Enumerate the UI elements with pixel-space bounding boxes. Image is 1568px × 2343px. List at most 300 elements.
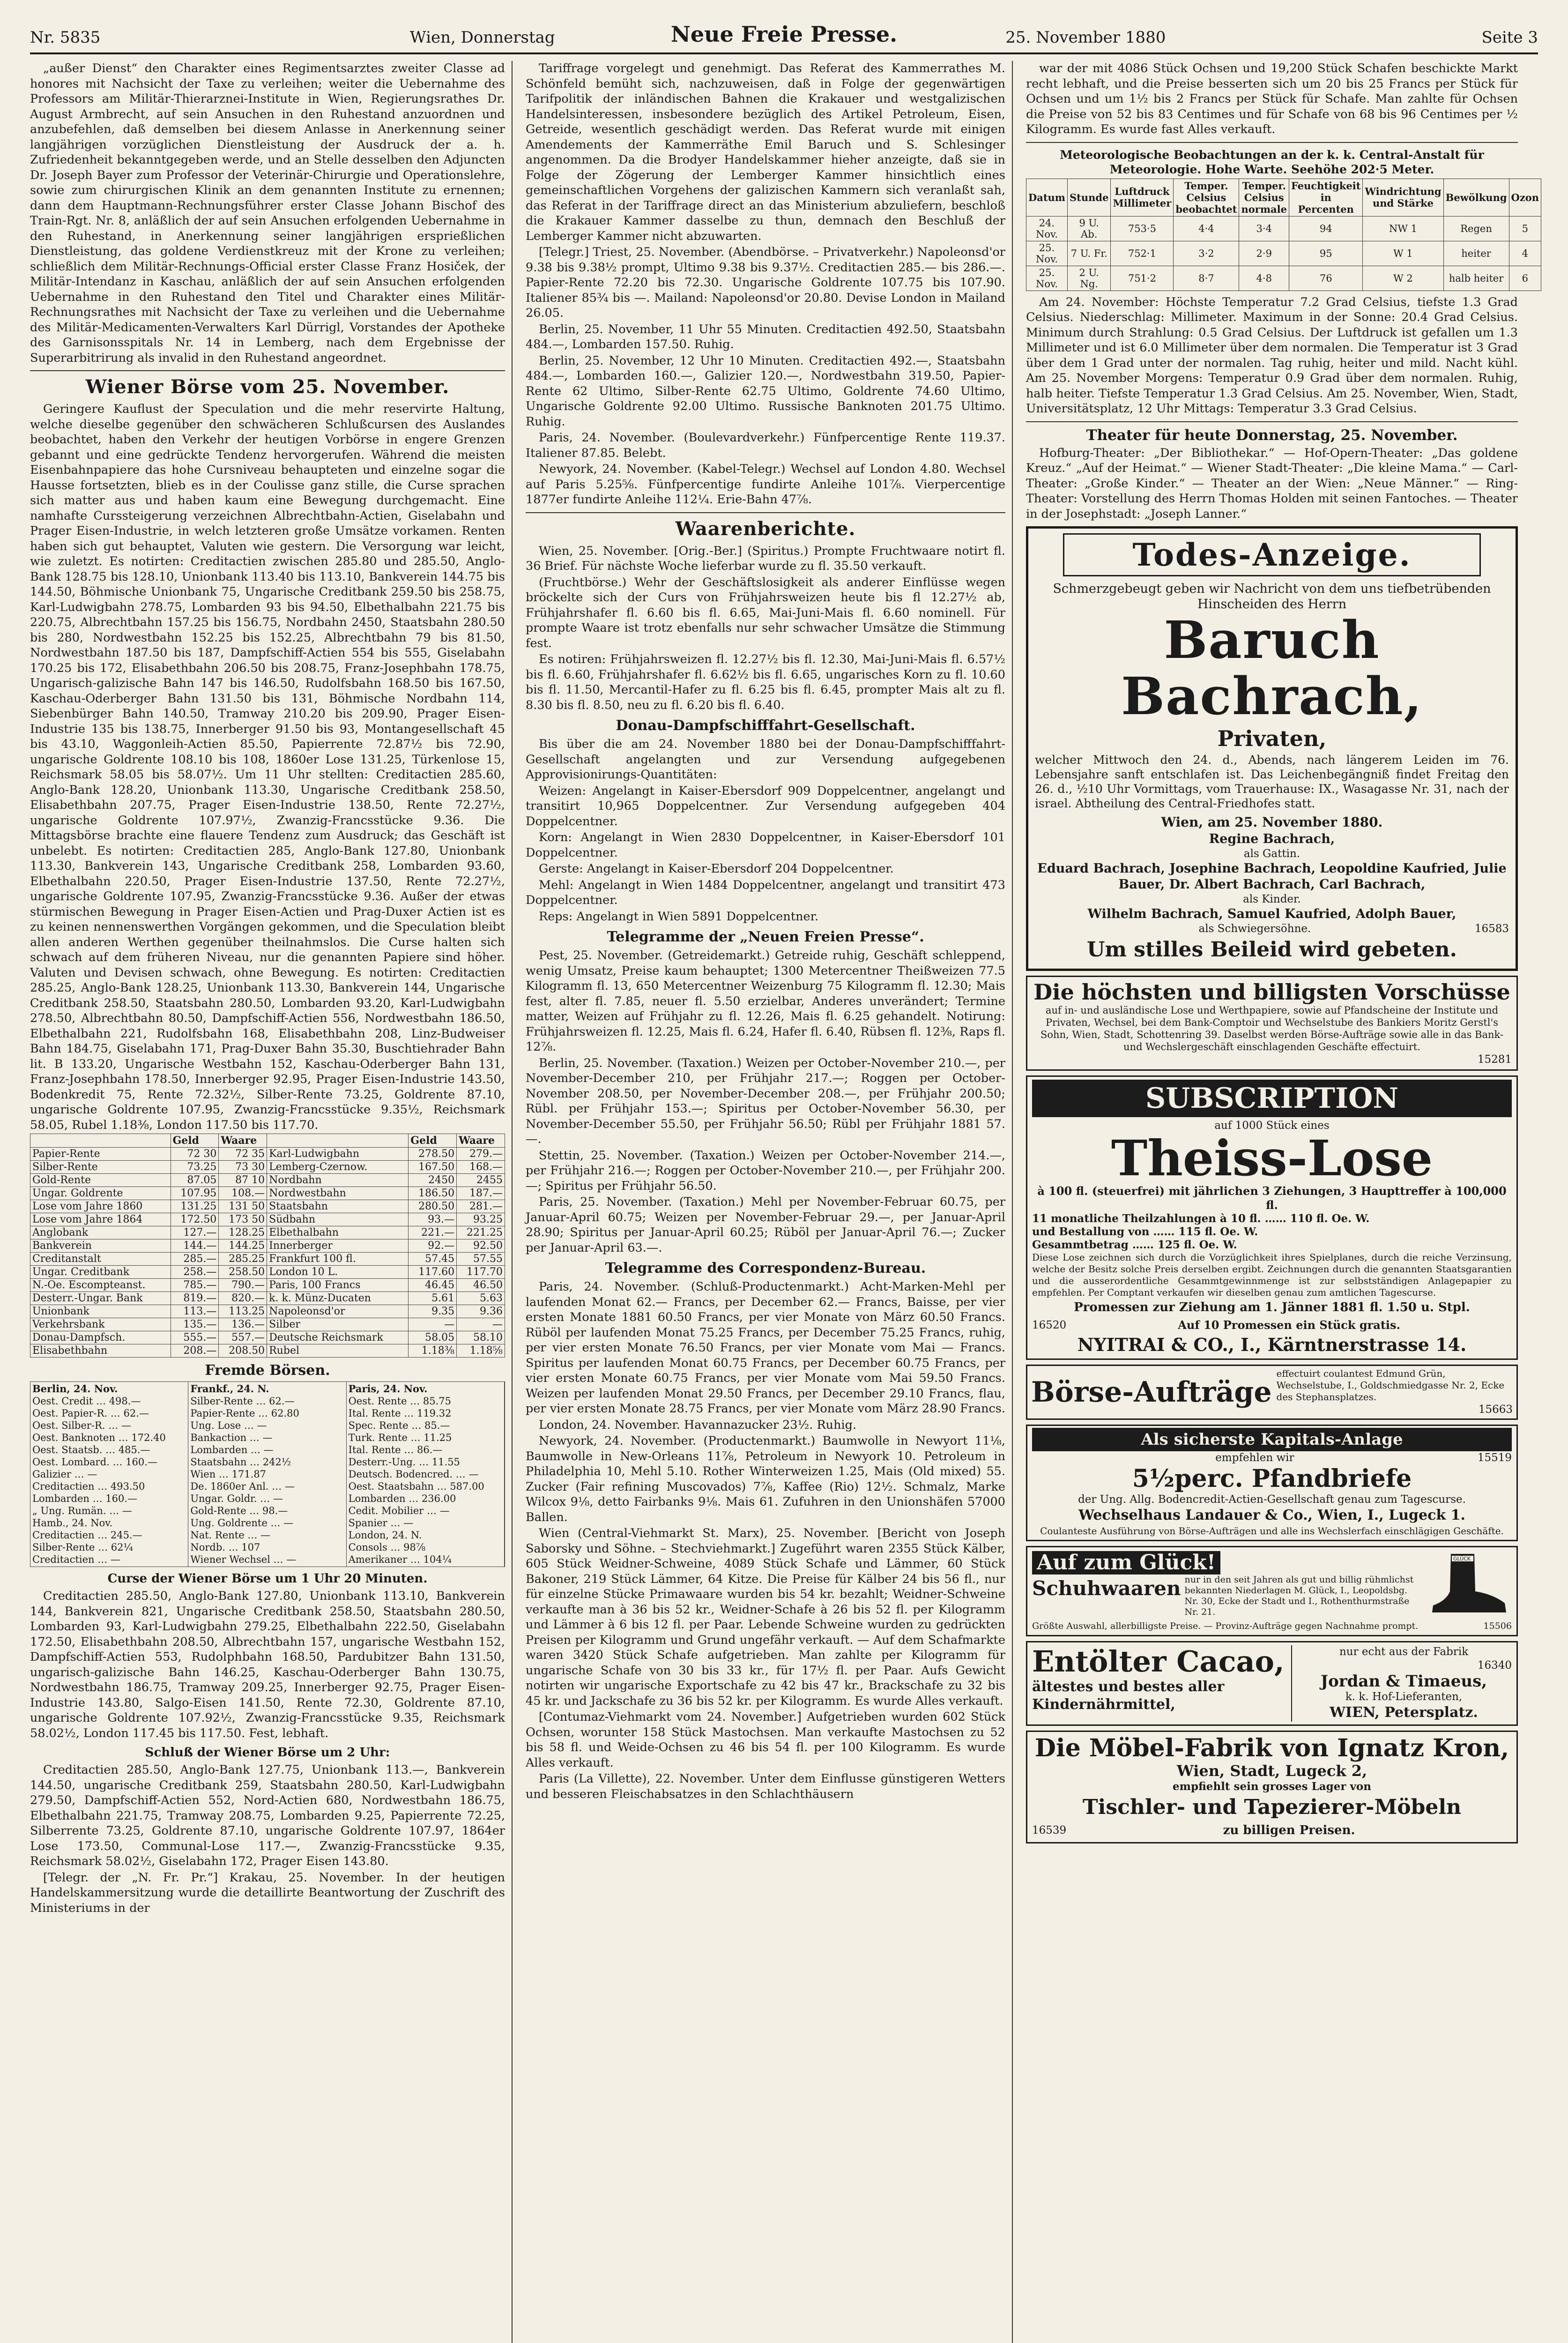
list-item: Silber-Rente … 62¼ bbox=[32, 1542, 133, 1553]
list-item: Oest. Lombard. … 160.— bbox=[32, 1456, 157, 1468]
table-cell: 187.— bbox=[457, 1187, 505, 1200]
vorschuesse-ad bbox=[1026, 976, 1518, 1071]
table-cell: 5 bbox=[1509, 216, 1541, 241]
column-1 bbox=[30, 61, 513, 2343]
triest-report: [Telegr.] Triest, 25. November. (Abendbörse. – Privatverkehr.) Napoleonsd'or 9.38 bis 9.38½ prompt, Ultimo 9.38 bis 9.37½. Creditactien 285.— bis 286.—. Papier-Rente 72.20 bis 72.30. Ungarische Goldrente 107.75 bis 107.90. Italiener 85¾ bis —. Mailand: Napoleonsd'or 20.80. Devise London in Mailand 26.05. bbox=[526, 245, 1005, 320]
list-item: Silber-Rente … 62.— bbox=[190, 1395, 295, 1407]
table-cell: 280.50 bbox=[409, 1200, 457, 1213]
schluss-2-text: Creditactien 285.50, Anglo-Bank 127.75, Unionbank 113.—, Bankverein 144.50, ungarische Creditbank 259, Staatsbahn 280.50, Karl-Ludwigbahn 279.50, Dampfschiff-Actien 552, Nord-Actien 680, Nordwestbahn 186.75, Elbethalbahn 221.75, Tramway 208.75, Lombarden 9.25, Papierrente 72.25, Silberrente 73.25, Goldrente 87.10, ungarische Goldrente 107.97, 1864er Lose 173.50, Communal-Lose 117.—, Zwanzig-Francsstücke 9.35, Reichsmark 58.02½, Giselabahn 172, Prager Eisen 143.80. bbox=[30, 1763, 505, 1868]
table-row bbox=[30, 1239, 505, 1253]
list-item: Wiener Wechsel … — bbox=[190, 1554, 297, 1565]
table-cell: 7 U. Fr. bbox=[1068, 241, 1111, 266]
pfandbriefe-line: der Ung. Allg. Bodencredit-Actien-Gesellschaft genau zum Tagescurse. bbox=[1078, 1493, 1466, 1506]
table-cell: Lemberg-Czernow. bbox=[267, 1161, 409, 1174]
london-report: London, 24. November. Havannazucker 23½. Ruhig. bbox=[539, 1418, 857, 1432]
table-cell: W 1 bbox=[1363, 241, 1443, 266]
table-row bbox=[30, 1253, 505, 1266]
viehmarkt-report: Wien (Central-Viehmarkt St. Marx), 25. November. [Bericht von Joseph Saborsky und Söhne. – Stechviehmarkt.] Zugeführt waren 2355 Stück Kälber, 605 Stück Weidner-Schweine, 4089 Stück Schafe und Lämmer, 60 Stück Bakoner, 219 Stück Lämmer, 64 Kitze. Die Preise für Kälber 24 bis 56 fl., nur für einzelne Stücke Primawaare wurden bis 54 kr. bezahlt; Weidner-Schweine verkaufte man à 36 bis 52 kr., Weidner-Schafe à 26 bis 52 fl. per Kilogramm und Lämmer à 6 bis 12 fl. per Paar. Lebende Schweine wurden zu gedrückten Preisen per Kilogramm und Grund ungefähr verkauft. — Auf dem Schafmarkte waren 3420 Stück Schafe aufgetrieben. Man zahlte per Kilogramm für ungarische Schafe von 30 bis 33 kr., für 17½ fl. per Paar. Aufs Gewicht notirten wir ungarische Exportschafe zu 42 bis 47 kr., Brackschafe zu 32 bis 45 kr. und Jackschafe zu 36 bis 52 kr. per Kilogramm. Es wurde Alles verkauft. bbox=[526, 1526, 1005, 1708]
issue-number: Nr. 5835 bbox=[30, 28, 101, 47]
table-cell: 2450 bbox=[409, 1174, 457, 1187]
table-cell: 1.18⅜ bbox=[409, 1344, 457, 1358]
pfandbriefe-title: 5½perc. Pfandbriefe bbox=[1132, 1464, 1412, 1493]
glueck-ad bbox=[1026, 1546, 1518, 1636]
table-row bbox=[30, 1200, 505, 1213]
table-cell: 8·7 bbox=[1174, 266, 1239, 291]
table-cell: Napoleonsd'or bbox=[267, 1305, 409, 1318]
theiss-line-2: 11 monatliche Theilzahlungen à 10 fl. …… 110 fl. Oe. W. bbox=[1032, 1212, 1370, 1225]
table-header-cell: Ozon bbox=[1509, 179, 1541, 216]
widow-role: als Gattin. bbox=[1243, 848, 1300, 860]
foreign-exchange-title: Frankf., 24. N. bbox=[190, 1383, 269, 1395]
todes-intro: Schmerzgebeugt geben wir Nachricht von dem uns tiefbetrübenden Hinscheiden des Herrn bbox=[1053, 582, 1491, 612]
kron-title: Die Möbel-Fabrik von Ignatz Kron, bbox=[1034, 1734, 1509, 1762]
telegramme-heading: Telegramme der „Neuen Freien Presse“. bbox=[607, 929, 924, 945]
children-role: als Kinder. bbox=[1243, 893, 1301, 905]
pfandbriefe-ad-number: 15519 bbox=[1477, 1452, 1512, 1464]
fruchtboerse-report: (Fruchtbörse.) Wehr der Geschäftslosigkeit als anderer Einflüsse wegen bröckelte sich der Curs von Frühjahrsweizen heute bis fl 12.27½ ab, Frühjahrshafer fl. 6.60 bis fl. 6.65, Mai-Juni-Mais fl. 6.60 nominell. Für prompte Waare ist trotz ebenfalls nur sehr schwacher Umsätze die Stimmung fest. bbox=[526, 575, 1005, 650]
table-cell: 25. Nov. bbox=[1026, 241, 1068, 266]
table-cell: 6 bbox=[1509, 266, 1541, 291]
newspaper-title: Neue Freie Presse. bbox=[670, 22, 898, 47]
stettin-taxation: Stettin, 25. November. (Taxation.) Weizen per October-November 214.—, per Frühjahr 216.—; Roggen per October-November 210.—, per Frühjahr 200.—; Spiritus per Frühjahr 56.50. bbox=[526, 1148, 1005, 1193]
table-cell: N.-Oe. Escompteanst. bbox=[30, 1279, 171, 1292]
list-item: Lombarden … 236.00 bbox=[348, 1493, 456, 1504]
table-cell: Rubel bbox=[267, 1344, 409, 1358]
table-cell: 557.— bbox=[219, 1331, 267, 1344]
foreign-exchange-block bbox=[347, 1382, 505, 1567]
theiss-promesse: Promessen zur Ziehung am 1. Jänner 1881 fl. 1.50 u. Stpl. bbox=[1074, 1300, 1470, 1314]
kron-sub: empfiehlt sein grosses Lager von bbox=[1173, 1780, 1371, 1793]
ministry-notice: „außer Dienst“ den Charakter eines Regimentsarztes zweiter Classe ad honores mit Nachsicht der Taxe zu verleihen; weiter die Uebernahme des Professors am Militär-Thierarznei-Institute in Wien, Regierungsrathes Dr. August Armbrecht, auf sein Ansuchen in den Ruhestand anzuordnen und anzubefehlen, daß demselben bei diesem Anlasse in Anerkennung seiner langjährigen vorzüglichen Dienstleistung der Ausdruck der a. h. Zufriedenheit bekanntgegeben werde, und an Stelle desselben den Adjuncten Dr. Joseph Bayer zum Professor der Veterinär-Chirurgie und Operationslehre, sowie zum chirurgischen Klinik an dem genannten Institute zu ernennen; dann dem Hauptmann-Rechnungsführer erster Classe Johann Bischof des Train-Rgt. Nr. 8, anläßlich der auf sein Ansuchen erfolgenden Uebernahme in den Ruhestand, in Anerkennung seiner langjährigen ersprießlichen Dienstleistung, das goldene Verdienstkreuz mit der Krone zu verleihen; schließlich dem Militär-Rechnungs-Official erster Classe Franz Hosiček, der Militär-Intendanz in Kaschau, anläßlich der auf sein Ansuchen erfolgenden Uebernahme in den Ruhestand den Titel und Charakter eines Militär-Rechnungsrathes mit Nachsicht der Taxe zu verleihen und die Uebernahme des Militär-Medicamenten-Verwalters Karl Dürrigl, Vorstandes der Apotheke des Garnisonsspitals Nr. 14 in Lemberg, nach dem Ergebnisse der Superarbitrirung als invalid in den Ruhestand angeordnet. bbox=[30, 61, 505, 365]
table-cell: 107.95 bbox=[171, 1187, 219, 1200]
issue-date: 25. November 1880 bbox=[1005, 28, 1166, 47]
table-cell: 144.25 bbox=[219, 1239, 267, 1253]
table-row bbox=[30, 1226, 505, 1239]
list-item: Deutsch. Bodencred. … — bbox=[348, 1469, 479, 1480]
table-cell: London 10 L. bbox=[267, 1266, 409, 1279]
donau-heading: Donau-Dampfschifffahrt-Gesellschaft. bbox=[616, 717, 915, 734]
list-item: Bankaction … — bbox=[190, 1432, 273, 1443]
divider bbox=[1026, 142, 1518, 143]
table-cell: 95 bbox=[1289, 241, 1363, 266]
table-cell: Silber bbox=[267, 1318, 409, 1331]
glueck-product: Schuhwaaren bbox=[1032, 1577, 1181, 1600]
table-row bbox=[1026, 266, 1541, 291]
list-item: Lombarden … — bbox=[190, 1444, 274, 1455]
divider bbox=[30, 370, 505, 371]
table-cell: 25. Nov. bbox=[1026, 266, 1068, 291]
table-cell: 186.50 bbox=[409, 1187, 457, 1200]
table-cell: 72 30 bbox=[171, 1148, 219, 1161]
schluss-2-heading: Schluß der Wiener Börse um 2 Uhr: bbox=[145, 1746, 390, 1760]
cacao-ad-number: 16340 bbox=[1477, 1659, 1512, 1671]
list-item: Creditactien … 245.— bbox=[32, 1530, 142, 1541]
vorschuesse-title: Die höchsten und billigsten Vorschüsse bbox=[1033, 979, 1510, 1005]
table-cell: 2·9 bbox=[1239, 241, 1289, 266]
table-row bbox=[30, 1331, 505, 1344]
table-cell: Bankverein bbox=[30, 1239, 171, 1253]
table-row bbox=[30, 1344, 505, 1358]
table-cell: Donau-Dampfsch. bbox=[30, 1331, 171, 1344]
table-cell: 173 50 bbox=[219, 1213, 267, 1226]
table-cell: Desterr.-Ungar. Bank bbox=[30, 1292, 171, 1305]
boerse-auftraege-title: Börse-Aufträge bbox=[1031, 1376, 1272, 1409]
foreign-exchange-block bbox=[30, 1382, 188, 1567]
foreign-exchange-block bbox=[188, 1382, 346, 1567]
table-cell: 136.— bbox=[219, 1318, 267, 1331]
table-cell: 113.— bbox=[171, 1305, 219, 1318]
theiss-firm: NYITRAI & CO., I., Kärntnerstrasse 14. bbox=[1077, 1334, 1467, 1355]
table-cell: heiter bbox=[1443, 241, 1509, 266]
boerse-heading: Wiener Börse vom 25. November. bbox=[85, 376, 450, 398]
table-cell: 128.25 bbox=[219, 1226, 267, 1239]
table-row bbox=[30, 1187, 505, 1200]
widow-name: Regine Bachrach, bbox=[1209, 832, 1335, 846]
table-row bbox=[30, 1161, 505, 1174]
list-item: Wien … 171.87 bbox=[190, 1469, 267, 1480]
glueck-line: Größte Auswahl, allerbilligste Preise. — Provinz-Aufträge gegen Nachnahme prompt. bbox=[1032, 1621, 1419, 1631]
table-row bbox=[30, 1266, 505, 1279]
column-3 bbox=[1026, 61, 1539, 2343]
table-cell: 87.05 bbox=[171, 1174, 219, 1187]
table-cell: Nordwestbahn bbox=[267, 1187, 409, 1200]
list-item: Oest. Rente … 85.75 bbox=[348, 1395, 451, 1407]
list-item: De. 1860er Anl. … — bbox=[190, 1481, 295, 1492]
theiss-gratis: Auf 10 Promessen ein Stück gratis. bbox=[1178, 1318, 1400, 1332]
table-cell: 819.— bbox=[171, 1292, 219, 1305]
table-cell: 76 bbox=[1289, 266, 1363, 291]
table-cell: Creditanstalt bbox=[30, 1253, 171, 1266]
table-cell: Deutsche Reichsmark bbox=[267, 1331, 409, 1344]
list-item: Ungar. Goldr. … — bbox=[190, 1493, 283, 1504]
table-row bbox=[30, 1279, 505, 1292]
exchange-rate-table bbox=[30, 1134, 505, 1358]
theater-heading: Theater für heute Donnerstag, 25. November. bbox=[1086, 426, 1458, 444]
theiss-sub: auf 1000 Stück eines bbox=[1214, 1119, 1330, 1132]
paris-report: Paris, 24. November. (Boulevardverkehr.) Fünfpercentige Rente 119.37. Italiener 87.85. Belebt. bbox=[526, 431, 1005, 460]
list-item: Turk. Rente … 11.25 bbox=[348, 1432, 452, 1443]
table-cell: 93.25 bbox=[457, 1213, 505, 1226]
table-cell: Verkehrsbank bbox=[30, 1318, 171, 1331]
spiritus-report: Wien, 25. November. [Orig.-Ber.] (Spiritus.) Prompte Fruchtwaare notirt fl. 36 Brief. Für nächste Woche lieferbar wurde zu fl. 35.50 verkauft. bbox=[526, 544, 1005, 573]
table-cell: 752·1 bbox=[1111, 241, 1174, 266]
list-item: Hamb., 24. Nov. bbox=[32, 1517, 113, 1529]
table-header-cell: Temper. Celsius beobachtet bbox=[1174, 179, 1239, 216]
table-cell: 117.60 bbox=[409, 1266, 457, 1279]
table-cell: 57.45 bbox=[409, 1253, 457, 1266]
theiss-line-3: und Bestallung von …… 115 fl. Oe. W. bbox=[1032, 1225, 1258, 1238]
donau-weizen: Weizen: Angelangt in Kaiser-Ebersdorf 909 Doppelcentner, angelangt und transitirt 10,965 Doppelcentner. Zur Versendung aufgegeben 404 Doppelcentner. bbox=[526, 783, 1005, 828]
table-cell: 221.— bbox=[409, 1226, 457, 1239]
list-item: Nordb. … 107 bbox=[190, 1542, 260, 1553]
table-cell: Anglobank bbox=[30, 1226, 171, 1239]
pfandbriefe-head: Als sicherste Kapitals-Anlage bbox=[1032, 1428, 1512, 1451]
table-cell: 172.50 bbox=[171, 1213, 219, 1226]
donau-reps: Reps: Angelangt in Wien 5891 Doppelcentner. bbox=[539, 909, 819, 924]
glueck-text: nur in den seit Jahren als gut und billig rühmlichst bekannten Niederlagen M. Glück, I., Leopoldsbg. Nr. 30, Ecke der Stadt und I., Rothenthurmstraße Nr. 21. bbox=[1184, 1574, 1414, 1617]
table-cell: 57.55 bbox=[457, 1253, 505, 1266]
page-number: Seite 3 bbox=[1481, 28, 1538, 47]
list-item: Spanier … — bbox=[348, 1517, 414, 1529]
boerse-auftraege-text: effectuirt coulantest Edmund Grün, Wechselstube, I., Goldschmiedgasse Nr. 2, Ecke des Stephansplatzes. bbox=[1276, 1368, 1505, 1403]
donau-mehl: Mehl: Angelangt in Wien 1484 Doppelcentner, angelangt und transitirt 473 Doppelcentner. bbox=[526, 878, 1005, 907]
list-item: Galizier … — bbox=[32, 1469, 97, 1480]
cacao-line-2: Kindernährmittel, bbox=[1032, 1696, 1175, 1713]
table-cell: 258.— bbox=[171, 1266, 219, 1279]
table-cell: NW 1 bbox=[1363, 216, 1443, 241]
weather-heading: Meteorologische Beobachtungen an der k. k. Central-Anstalt für Meteorologie. Hohe Warte. Seehöhe 202·5 Meter. bbox=[1060, 148, 1484, 176]
cacao-hoflieferanten: k. k. Hof-Lieferanten, bbox=[1345, 1691, 1463, 1703]
todes-footer: Um stilles Beileid wird gebeten. bbox=[1087, 938, 1457, 962]
table-cell: 208.— bbox=[171, 1344, 219, 1358]
table-cell: Papier-Rente bbox=[30, 1148, 171, 1161]
kron-ad bbox=[1026, 1731, 1518, 1843]
table-cell: Paris, 100 Francs bbox=[267, 1279, 409, 1292]
table-cell: 113.25 bbox=[219, 1305, 267, 1318]
table-cell: Elbethalbahn bbox=[267, 1226, 409, 1239]
donau-intro: Bis über die am 24. November 1880 bei der Donau-Dampfschifffahrt-Gesellschaft angelangten und zur Versendung aufgegebenen Approvisionirungs-Quantitäten: bbox=[526, 737, 1005, 782]
list-item: Papier-Rente … 62.80 bbox=[190, 1408, 299, 1419]
table-cell: Staatsbahn bbox=[267, 1200, 409, 1213]
table-cell: — bbox=[457, 1318, 505, 1331]
table-cell: Nordbahn bbox=[267, 1174, 409, 1187]
table-cell: 281.— bbox=[457, 1200, 505, 1213]
list-item: Gold-Rente … 98.— bbox=[190, 1505, 288, 1516]
divider bbox=[526, 512, 1005, 513]
table-header-cell: Temper. Celsius normale bbox=[1239, 179, 1289, 216]
list-item: Consols … 98⅞ bbox=[348, 1542, 426, 1553]
subscription-banner: SUBSCRIPTION bbox=[1032, 1080, 1512, 1117]
place-day: Wien, Donnerstag bbox=[409, 28, 555, 47]
table-cell: 58.10 bbox=[457, 1331, 505, 1344]
table-cell: 92.— bbox=[409, 1239, 457, 1253]
kron-ad-number: 16539 bbox=[1032, 1824, 1067, 1836]
cacao-firm: Jordan & Timaeus, bbox=[1320, 1672, 1487, 1691]
table-header-cell: Waare bbox=[457, 1134, 505, 1148]
table-cell: 9 U. Ab. bbox=[1068, 216, 1111, 241]
list-item: London, 24. N. bbox=[348, 1530, 422, 1541]
table-cell: k. k. Münz-Ducaten bbox=[267, 1292, 409, 1305]
list-item: Oest. Staatsb. … 485.— bbox=[32, 1444, 150, 1455]
table-cell: 72 35 bbox=[219, 1148, 267, 1161]
children-names: Eduard Bachrach, Josephine Bachrach, Leopoldine Kaufried, Julie Bauer, Dr. Albert Bachrach, Carl Bachrach, bbox=[1037, 861, 1507, 892]
table-header-cell: Feuchtigkeit in Percenten bbox=[1289, 179, 1363, 216]
table-cell: 820.— bbox=[219, 1292, 267, 1305]
table-row bbox=[30, 1292, 505, 1305]
kron-product: Tischler- und Tapezierer-Möbeln bbox=[1082, 1795, 1462, 1819]
table-cell: Regen bbox=[1443, 216, 1509, 241]
table-cell: 285.25 bbox=[219, 1253, 267, 1266]
cacao-line-1: ältestes und bestes aller bbox=[1032, 1679, 1225, 1695]
table-cell: Karl-Ludwigbahn bbox=[267, 1148, 409, 1161]
vorschuesse-text: auf in- und ausländische Lose und Werthpapiere, sowie auf Pfandscheine der Institute und Privaten, Wechsel, bei dem Bank-Comptoir und Wechselstube des Bankiers Moritz Gerstl's Sohn, Wien, Stadt, Schottenring 39. Daselbst werden Börse-Aufträge sowie alle in das Bank- und Wechslergeschäft einschlagenden Geschäfte effectuirt. bbox=[1040, 1005, 1503, 1052]
table-cell: 785.— bbox=[171, 1279, 219, 1292]
deceased-role: Privaten, bbox=[1217, 726, 1327, 751]
table-header-cell: Luftdruck Millimeter bbox=[1111, 179, 1174, 216]
table-cell: 92.50 bbox=[457, 1239, 505, 1253]
glueck-title: Auf zum Glück! bbox=[1032, 1551, 1220, 1574]
funeral-details: welcher Mittwoch den 24. d., Abends, nach längerem Leiden im 76. Lebensjahre sanft entschlafen ist. Das Leichenbegängniß findet Freitag den 26. d., ½10 Uhr Vormittags, vom Trauerhause: IX., Wasagasse Nr. 31, nach der israel. Abtheilung des Central-Friedhofes statt. bbox=[1035, 753, 1509, 810]
cacao-ad bbox=[1026, 1641, 1518, 1726]
table-cell: 4 bbox=[1509, 241, 1541, 266]
table-header-cell: Datum bbox=[1026, 179, 1068, 216]
table-cell: 1.18⅝ bbox=[457, 1344, 505, 1358]
list-item: Spec. Rente … 85.— bbox=[348, 1420, 450, 1431]
table-cell: 135.— bbox=[171, 1318, 219, 1331]
fruchtboerse-notirung: Es notiren: Frühjahrsweizen fl. 12.27½ bis fl. 12.30, Mai-Juni-Mais fl. 6.57½ bis fl. 6.60, Frühjahrshafer fl. 6.62½ bis fl. 6.65, ungarisches Korn zu fl. 10.60 bis fl. 11.50, Mercantil-Hafer zu fl. 6.25 bis fl. 6.45, prompter Mais alt zu fl. 8.30 bis fl. 8.50, neu zu fl. 6.20 bis fl. 6.40. bbox=[526, 652, 1005, 712]
todes-anzeige bbox=[1026, 526, 1518, 971]
list-item: Oest. Credit … 498.— bbox=[32, 1395, 141, 1407]
list-item: Staatsbahn … 242½ bbox=[190, 1456, 291, 1468]
table-cell: 555.— bbox=[171, 1331, 219, 1344]
table-cell: halb heiter bbox=[1443, 266, 1509, 291]
list-item: Ung. Lose … — bbox=[190, 1420, 267, 1431]
table-cell: 285.— bbox=[171, 1253, 219, 1266]
table-cell: 117.70 bbox=[457, 1266, 505, 1279]
paris-taxation: Paris, 25. November. (Taxation.) Mehl per November-Februar 60.75, per Januar-April 60.75; Weizen per November-Februar 29.—, per Januar-April 28.90; Spiritus per Januar-April 60.25; Rüböl per Januar-April 76.—; Zucker per Januar-April 63.—. bbox=[526, 1195, 1005, 1255]
glueck-ad-number: 15506 bbox=[1483, 1621, 1512, 1631]
list-item: Nat. Rente … — bbox=[190, 1530, 270, 1541]
table-row bbox=[1026, 216, 1541, 241]
cacao-title: Entölter Cacao, bbox=[1032, 1644, 1285, 1679]
table-row bbox=[30, 1305, 505, 1318]
table-cell: 46.45 bbox=[409, 1279, 457, 1292]
table-cell: 790.— bbox=[219, 1279, 267, 1292]
inlaws-role: als Schwiegersöhne. bbox=[1198, 923, 1311, 935]
waaren-heading: Waarenberichte. bbox=[675, 517, 856, 540]
table-cell: Lose vom Jahre 1864 bbox=[30, 1213, 171, 1226]
newyork-productenmarkt: Newyork, 24. November. (Productenmarkt.) Baumwolle in Newyort 11⅛, Baumwolle in New-Orleans 11⅞, Petroleum in Newyork 10. Petroleum in Philadelphia 10, Mehl 5.10. Rother Winterweizen 1.25, Mais (Old mixed) 55. Zucker (Fair refining Muscovados) 7⅞, Kaffee (Rio) 12½. Schmalz, Marke Wilcox 9⅛, detto Fairbanks 9⅛. Mais 61. Zufuhren in den Unionshäfen 57000 Ballen. bbox=[526, 1434, 1005, 1524]
list-item: Ital. Rente … 119.32 bbox=[348, 1408, 452, 1419]
table-cell: 46.50 bbox=[457, 1279, 505, 1292]
table-cell: 4·8 bbox=[1239, 266, 1289, 291]
list-item: Creditactien … 493.50 bbox=[32, 1481, 145, 1492]
table-cell: 131.25 bbox=[171, 1200, 219, 1213]
weather-text: Am 24. November: Höchste Temperatur 7.2 Grad Celsius, tiefste 1.3 Grad Celsius. Niederschlag: Millimeter. Maximum in der Sonne: 20.4 Grad Celsius. Minimum durch Strahlung: 0.5 Grad Celsius. Der Luftdruck ist gefallen um 1.3 Millimeter und ist 6.0 Millimeter über dem normalen. Die Temperatur ist 3 Grad über dem 1 Grad unter der normalen. Tag ruhig, heiter und mild. Nacht kühl. Am 25. November Morgens: Temperatur 0.9 Grad über dem normalen. Ruhig, halb heiter. Tiefste Temperatur 1.3 Grad Celsius. Am 25. November, Wien, Stadt, Universitätsplatz, 12 Uhr Mittags: Temperatur 3.3 Grad Celsius. bbox=[1026, 295, 1518, 416]
weather-table bbox=[1026, 179, 1541, 291]
theiss-line-4: Gesammtbetrag …… 125 fl. Oe. W. bbox=[1032, 1239, 1237, 1251]
table-cell: 144.— bbox=[171, 1239, 219, 1253]
glueck-brand-text: GLÜCK bbox=[1453, 1556, 1471, 1562]
pest-report: Pest, 25. November. (Getreidemarkt.) Getreide ruhig, Geschäft schleppend, wenig Umsatz, Preise kaum behauptet; 1300 Metercentner Theißweizen 77.5 Kilogramm fl. 13, 650 Metercentner Weizenburg 75 Kilogramm fl. 12.30; Mais fest, alter fl. 7.85, neuer fl. 5.50 erzielbar, Anderes unverändert; Termine matter, Weizen auf Frühjahr zu fl. 12.26, Mais fl. 6.25 gehandelt. Notirung: Frühjahrsweizen fl. 12.25, Mais fl. 6.24, Hafer fl. 6.40, Rübsen fl. 12⅜, Raps fl. 12⅞. bbox=[526, 948, 1005, 1054]
table-header-cell: Windrichtung und Stärke bbox=[1363, 179, 1443, 216]
foreign-exchange-title: Paris, 24. Nov. bbox=[348, 1383, 428, 1395]
todes-ad-number: 16583 bbox=[1474, 923, 1509, 935]
list-item: Lombarden … 160.— bbox=[32, 1493, 138, 1504]
list-item: Desterr.-Ung. … 11.55 bbox=[348, 1456, 460, 1468]
pfandbriefe-text: Coulanteste Ausführung von Börse-Aufträgen und alle ins Wechslerfach einschlägigen Geschäfte. bbox=[1040, 1525, 1504, 1537]
table-cell: 24. Nov. bbox=[1026, 216, 1068, 241]
table-cell: 4·4 bbox=[1174, 216, 1239, 241]
donau-korn: Korn: Angelangt in Wien 2830 Doppelcentner, in Kaiser-Ebersdorf 101 Doppelcentner. bbox=[526, 830, 1005, 860]
table-cell: Ungar. Creditbank bbox=[30, 1266, 171, 1279]
donau-gerste: Gerste: Angelangt in Kaiser-Ebersdorf 204 Doppelcentner. bbox=[539, 862, 894, 876]
table-cell: Elisabethbahn bbox=[30, 1344, 171, 1358]
foreign-exchanges bbox=[30, 1381, 505, 1567]
table-row bbox=[30, 1213, 505, 1226]
table-cell: 108.— bbox=[219, 1187, 267, 1200]
table-cell: 208.50 bbox=[219, 1344, 267, 1358]
table-header-cell: Bewölkung bbox=[1443, 179, 1509, 216]
todes-title: Todes-Anzeige. bbox=[1063, 533, 1481, 576]
table-cell: 5.63 bbox=[457, 1292, 505, 1305]
list-item: Creditactien … — bbox=[32, 1554, 120, 1565]
boerse-auftraege-ad-number: 15663 bbox=[1478, 1403, 1513, 1416]
newyork-report: Newyork, 24. November. (Kabel-Telegr.) Wechsel auf London 4.80. Wechsel auf Paris 5.25⅝. Fünfpercentige fundirte Anleihe 101⅞. Vierpercentige 1877er fundirte Anleihe 112¼. Erie-Bahn 47⅞. bbox=[526, 462, 1005, 507]
table-cell: Lose vom Jahre 1860 bbox=[30, 1200, 171, 1213]
paris-productenmarkt: Paris, 24. November. (Schluß-Productenmarkt.) Acht-Marken-Mehl per laufenden Monat 62.— Francs, per December 62.— Francs, Baisse, per vier ersten Monate 1881 60.50 Francs, per vier Monate von März 60.50 Francs. Rüböl per laufenden Monat 75.25 Francs, per December 75.25 Francs, ruhig, per vier ersten Monate 76.50 Francs, per vier Monate vom Mai — Francs. Spiritus per laufenden Monat 60.75 Francs, per December 60.75 Francs, per vier ersten Monate 60.75 Francs, per vier Monate vom Mai 59.50 Francs. Weizen per laufenden Monat 29.50 Francs, per December 29.10 Francs, flau, per vier ersten Monate 28.75 Francs, per vier Monate vom März 28.90 Francs. bbox=[526, 1280, 1005, 1416]
table-row bbox=[30, 1318, 505, 1331]
table-cell: 221.25 bbox=[457, 1226, 505, 1239]
list-item: Ung. Goldrente … — bbox=[190, 1517, 294, 1529]
table-cell: 3·4 bbox=[1239, 216, 1289, 241]
pfandbriefe-ad bbox=[1026, 1425, 1518, 1541]
correspondenz-heading: Telegramme des Correspondenz-Bureau. bbox=[605, 1260, 926, 1276]
table-header-cell: Geld bbox=[409, 1134, 457, 1148]
pfandbriefe-firm: Wechselhaus Landauer & Co., Wien, I., Lugeck 1. bbox=[1078, 1507, 1465, 1523]
berlin-report-1: Berlin, 25. November, 11 Uhr 55 Minuten. Creditactien 492.50, Staatsbahn 484.—, Lombarden 157.50. Ruhig. bbox=[526, 322, 1005, 351]
contumaz-report: [Contumaz-Viehmarkt vom 24. November.] Aufgetrieben wurden 602 Stück Ochsen, worunter 158 Stück Mastochsen. Man verkaufte Mastochsen zu 52 bis 58 fl. und Weide-Ochsen zu 46 bis 54 fl. per 100 Kilogramm. Es wurde Alles verkauft. bbox=[526, 1710, 1005, 1770]
pfandbriefe-sub: empfehlen wir bbox=[1215, 1452, 1294, 1464]
theiss-text: Diese Lose zeichnen sich durch die Vorzüglichkeit ihres Spielplanes, durch die reiche Verzinsung, welche der Besitz solche Preis derselben ergibt. Zeichnungen durch die genannten Staatsgarantien und die ausserordentliche Gesammtgewinnmenge ist zur selbstständigen Anlagepapier zu empfehlen. Per Comptant verkaufen wir dieselben genau zum amtlichen Tagescurse. bbox=[1032, 1252, 1512, 1298]
table-cell: 751·2 bbox=[1111, 266, 1174, 291]
list-item: Oest. Papier-R. … 62.— bbox=[32, 1408, 149, 1419]
schluss-1-heading: Curse der Wiener Börse um 1 Uhr 20 Minuten. bbox=[107, 1572, 428, 1586]
table-cell: Ungar. Goldrente bbox=[30, 1187, 171, 1200]
masthead bbox=[30, 17, 1538, 54]
table-cell: Innerberger bbox=[267, 1239, 409, 1253]
table-cell: 73.25 bbox=[171, 1161, 219, 1174]
table-cell: 278.50 bbox=[409, 1148, 457, 1161]
todes-place-date: Wien, am 25. November 1880. bbox=[1161, 814, 1383, 830]
berlin-taxation: Berlin, 25. November. (Taxation.) Weizen per October-November 210.—, per November-December 210, per Frühjahr 217.—; Roggen per October-November 208.50, per November-December 208.—, per Frühjahr 200.50; Rübl. per Frühjahr 153.—; Spiritus per October-November 56.30, per November-December 55.50, per Frühjahr 56.50; Rübl per Frühjahr 1881 57.—. bbox=[526, 1056, 1005, 1146]
divider bbox=[1026, 421, 1518, 422]
table-cell: 753·5 bbox=[1111, 216, 1174, 241]
list-item: Oest. Staatsbahn … 587.00 bbox=[348, 1481, 484, 1492]
schluss-1-text: Creditactien 285.50, Anglo-Bank 127.80, Unionbank 113.10, Bankverein 144, Bankverein 821, Ungarische Creditbank 258.50, Staatsbahn 280.50, Lombarden 93, Karl-Ludwigbahn 279.25, Elbethalbahn 222.50, Giselabahn 172.50, Elisabethbahn 208.50, Albrechtbahn 157, ungarische Westbahn 152, Dampfschiff-Actien 553, Rudolphbahn 168.50, Pardubitzer Bahn 131.50, ungarisch-galizische Bahn 146.25, Kaschau-Oderberger Bahn 130.75, Nordwestbahn 186.75, Tramway 209.25, Innerberger 92.75, Prager Eisen-Industrie 143.80, Salgo-Eisen 141.50, Rente 72.30, Goldrente 87.10, ungarische Goldrente 107.92½, Zwanzig-Francsstücke 9.35, Reichsmark 58.02½, London 117.45 bis 117.50. Fest, lebhaft. bbox=[30, 1589, 505, 1740]
table-cell: 167.50 bbox=[409, 1161, 457, 1174]
table-header-cell: Stunde bbox=[1068, 179, 1111, 216]
table-cell: 131 50 bbox=[219, 1200, 267, 1213]
table-cell: 279.— bbox=[457, 1148, 505, 1161]
krakau-telegram: [Telegr. der „N. Fr. Pr.“] Krakau, 25. November. In der heutigen Handelskammersitzung wurde die detaillirte Beantwortung der Zuschrift des Ministeriums in der bbox=[30, 1870, 505, 1915]
table-cell: 168.— bbox=[457, 1161, 505, 1174]
table-row bbox=[1026, 241, 1541, 266]
villette-continued: war der mit 4086 Stück Ochsen und 19,200 Stück Schafen beschickte Markt recht lebhaft, und die Preise besserten sich um 20 bis 25 Francs per Stück für Ochsen und um 1½ bis 2 Francs per Stück für Schafe. Man zahlte für Ochsen die Preise von 52 bis 83 Centimes und für Schafe von 68 bis 96 Centimes per ½ Kilogramm. Es wurde fast Alles verkauft. bbox=[1026, 61, 1518, 136]
table-row bbox=[30, 1148, 505, 1161]
cacao-fabrik: nur echt aus der Fabrik bbox=[1339, 1646, 1469, 1658]
table-cell: 2455 bbox=[457, 1174, 505, 1187]
table-row bbox=[30, 1174, 505, 1187]
theiss-line-1: à 100 fl. (steuerfrei) mit jährlichen 3 Ziehungen, 3 Haupttreffer à 100,000 fl. bbox=[1037, 1184, 1507, 1212]
table-cell: 87 10 bbox=[219, 1174, 267, 1187]
table-cell: 3·2 bbox=[1174, 241, 1239, 266]
table-cell: 9.35 bbox=[409, 1305, 457, 1318]
table-cell: Silber-Rente bbox=[30, 1161, 171, 1174]
list-item: Amerikaner … 104¼ bbox=[348, 1554, 452, 1565]
vorschuesse-ad-number: 15281 bbox=[1477, 1053, 1512, 1066]
foreign-exchange-title: Berlin, 24. Nov. bbox=[32, 1383, 118, 1395]
boot-icon bbox=[1423, 1549, 1512, 1619]
boerse-report: Geringere Kauflust der Speculation und die mehr reservirte Haltung, welche dieselbe gegenüber den schwächeren Schlußcursen des Auslandes beobachtet, haben den Verkehr der heutigen Vorbörse in engere Grenzen gebannt und eine gedrückte Tendenz hervorgerufen. Während die meisten Eisenbahnpapiere das hohe Cursniveau behaupteten und einzelne sogar die Hausse fortsetzten, blieb es in der Coulisse ganz stille, die Curse sprachen sich matter aus und haben kaum eine Bewegung durchgemacht. Eine namhafte Curssteigerung verzeichnen Albrechtbahn-Actien, Giselabahn und Prager Eisen-Industrie, in welch letzteren große Umsätze vorkamen. Renten haben sich gut behauptet, Valuten wie gestern. Die Versorgung war leicht, wie zuletzt. Es notirten: Creditactien zwischen 285.80 und 285.50, Anglo-Bank 128.75 bis 128.10, Unionbank 113.40 bis 113.10, Bankverein 144.75 bis 144.50, Böhmische Unionbank 75, Ungarische Creditbank 259.50 bis 258.75, Karl-Ludwigbahn 278.75, Lombarden 93 bis 94.50, Elbethalbahn 221.75 bis 220.75, Albrechtbahn 157.25 bis 156.75, Nordbahn 2450, Staatsbahn 280.50 bis 280, Nordwestbahn 152.25 bis 152.25, Albrechtbahn 79 bis 81.50, Nordwestbahn 187.50 bis 187, Dampfschiff-Actien 554 bis 555, Giselabahn 170.25 bis 172, Elisabethbahn 206.50 bis 208.75, Franz-Josephbahn 178.75, Ungarisch-galizische Bahn 147 bis 146.50, Rudolfsbahn 168.50 bis 167.50, Kaschau-Oderberger Bahn 131.50 bis 131, Böhmische Nordbahn 114, Siebenbürger Bahn 140.50, Tramway 210.20 bis 209.90, Prager Eisen-Industrie 135 bis 138.75, Innerberger 91.50 bis 93, Montangesellschaft 45 bis 43.10, Waggonleih-Actien 85.50, Papierrente 72.87½ bis 72.90, ungarische Goldrente 108.10 bis 108, 1860er Lose 131.25, Türkenlose 15, Reichsmark 58.05 bis 58.07½. Um 11 Uhr stellten: Creditactien 285.60, Anglo-Bank 128.20, Unionbank 113.30, Ungarische Creditbank 258.50, Elisabethbahn 207.75, Prager Eisen-Industrie 138.50, Rente 72.27½, ungarische Goldrente 107.97½, Zwanzig-Francsstücke 9.36. Die Mittagsbörse brachte eine flauere Tendenz zum Ausdruck; das Geschäft ist unbelebt. Es notirten: Creditactien 285, Anglo-Bank 127.80, Unionbank 113.30, Bankverein 143, Ungarische Creditbank 258, Lombarden 93.60, Elbethalbahn 220.50, Prager Eisen-Industrie 137.50, Rente 72.27½, ungarische Goldrente 107.95, Zwanzig-Francsstücke 9.36. Außer der etwas stürmischen Bewegung in Prager Eisen-Actien und Prag-Duxer Actien ist es zu keinen nennenswerthen Vorgängen gekommen, und die Speculation bleibt allen anderen Werthen gegenüber theilnahmslos. Die Curse halten sich schwach auf dem früheren Niveau, nur die genannten Papiere sind höher. Valuten und Devisen schwach, ohne Bewegung. Es notirten: Creditactien 285.25, Anglo-Bank 128.25, Unionbank 113.30, Bankverein 144, Ungarische Creditbank 258.50, Staatsbahn 280.50, Lombarden 93.20, Karl-Ludwigbahn 278.50, Albrechtbahn 80.50, Dampfschiff-Actien 556, Nordwestbahn 186.50, Elbethalbahn 221, Rudolfsbahn 168, Elisabethbahn 208, Linz-Budweiser Bahn 184.75, Giselabahn 171, Prag-Duxer Bahn 35.30, Buschtiehrader Bahn lit. B 133.20, Ungarische Westbahn 152, Kaschau-Oderberger Bahn 131, Franz-Josephbahn 178.50, Innerberger 92.95, Prager Eisen-Industrie 143.50, Bodenkredit 75, Rente 72.32½, Silber-Rente 73.25, Goldrente 87.10, ungarische Goldrente 107.95, Zwanzig-Francsstücke 9.35½, Reichsmark 58.05, Rubel 1.18⅜, London 117.50 bis 117.70. bbox=[30, 402, 505, 1132]
fremde-boersen-heading: Fremde Börsen. bbox=[205, 1362, 330, 1379]
table-cell: W 2 bbox=[1363, 266, 1443, 291]
list-item: Oest. Silber-R. … — bbox=[32, 1420, 131, 1431]
table-cell: Frankfurt 100 fl. bbox=[267, 1253, 409, 1266]
table-cell: Südbahn bbox=[267, 1213, 409, 1226]
table-cell: 5.61 bbox=[409, 1292, 457, 1305]
theiss-ad-number: 16520 bbox=[1032, 1319, 1067, 1331]
